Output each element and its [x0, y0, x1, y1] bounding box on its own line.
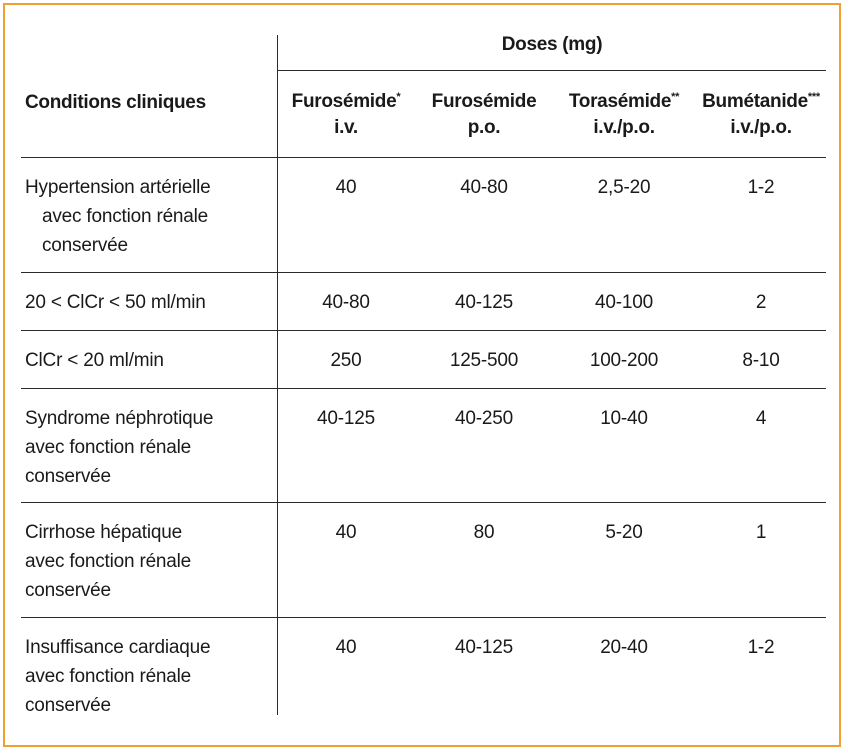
- table-row-condition: Syndrome néphrotique avec fonction rénale conservée: [25, 408, 214, 487]
- table-cell: 40-125: [455, 637, 513, 658]
- table-cell: 125-500: [449, 350, 519, 371]
- table-cell: 1: [755, 522, 767, 543]
- table-cell: 40: [335, 522, 357, 543]
- table-cell: 40-80: [460, 177, 508, 198]
- table-cell: 40: [335, 637, 357, 658]
- header-divider: [278, 70, 826, 71]
- row-divider: [21, 157, 826, 158]
- table-cell: 2,5-20: [597, 177, 651, 198]
- table-cell: 8-10: [742, 350, 780, 371]
- table-row-condition: Cirrhose hépatique avec fonction rénale conservée: [25, 522, 192, 601]
- table-cell: 80: [473, 522, 495, 543]
- table-cell: 100-200: [589, 350, 659, 371]
- table-cell: 20-40: [600, 637, 648, 658]
- column-header-bumetanide: Bumétanide*** i.v./p.o.: [702, 91, 820, 138]
- table-cell: 5-20: [605, 522, 643, 543]
- conditions-column-header: Conditions cliniques: [25, 92, 206, 113]
- table-cell: 40-125: [317, 408, 375, 429]
- column-divider: [277, 35, 278, 715]
- column-header-furosemide-po: Furosémide p.o.: [431, 91, 537, 138]
- table-cell: 40-80: [322, 292, 370, 313]
- table-cell: 40-100: [595, 292, 653, 313]
- column-header-torasemide: Torasémide** i.v./p.o.: [568, 91, 680, 138]
- row-divider: [21, 330, 826, 331]
- table-cell: 2: [755, 292, 767, 313]
- row-divider: [21, 617, 826, 618]
- table-row-condition: 20 < ClCr < 50 ml/min: [25, 292, 206, 313]
- table-cell: 40-125: [455, 292, 513, 313]
- table-cell: 40: [335, 177, 357, 198]
- table-cell: 40-250: [455, 408, 513, 429]
- row-divider: [21, 502, 826, 503]
- table-row-condition: Hypertension artérielle avec fonction rénale conservée: [25, 177, 211, 256]
- column-header-furosemide-iv: Furosémide* i.v.: [291, 91, 401, 138]
- doses-group-header: Doses (mg): [501, 34, 603, 55]
- table-cell: 1-2: [747, 637, 775, 658]
- row-divider: [21, 272, 826, 273]
- table-row-condition: ClCr < 20 ml/min: [25, 350, 164, 371]
- table-row-condition: Insuffisance cardiaque avec fonction rénale conservée: [25, 637, 211, 716]
- table-cell: 250: [330, 350, 362, 371]
- table-cell: 4: [755, 408, 767, 429]
- row-divider: [21, 388, 826, 389]
- table-cell: 10-40: [600, 408, 648, 429]
- table-cell: 1-2: [747, 177, 775, 198]
